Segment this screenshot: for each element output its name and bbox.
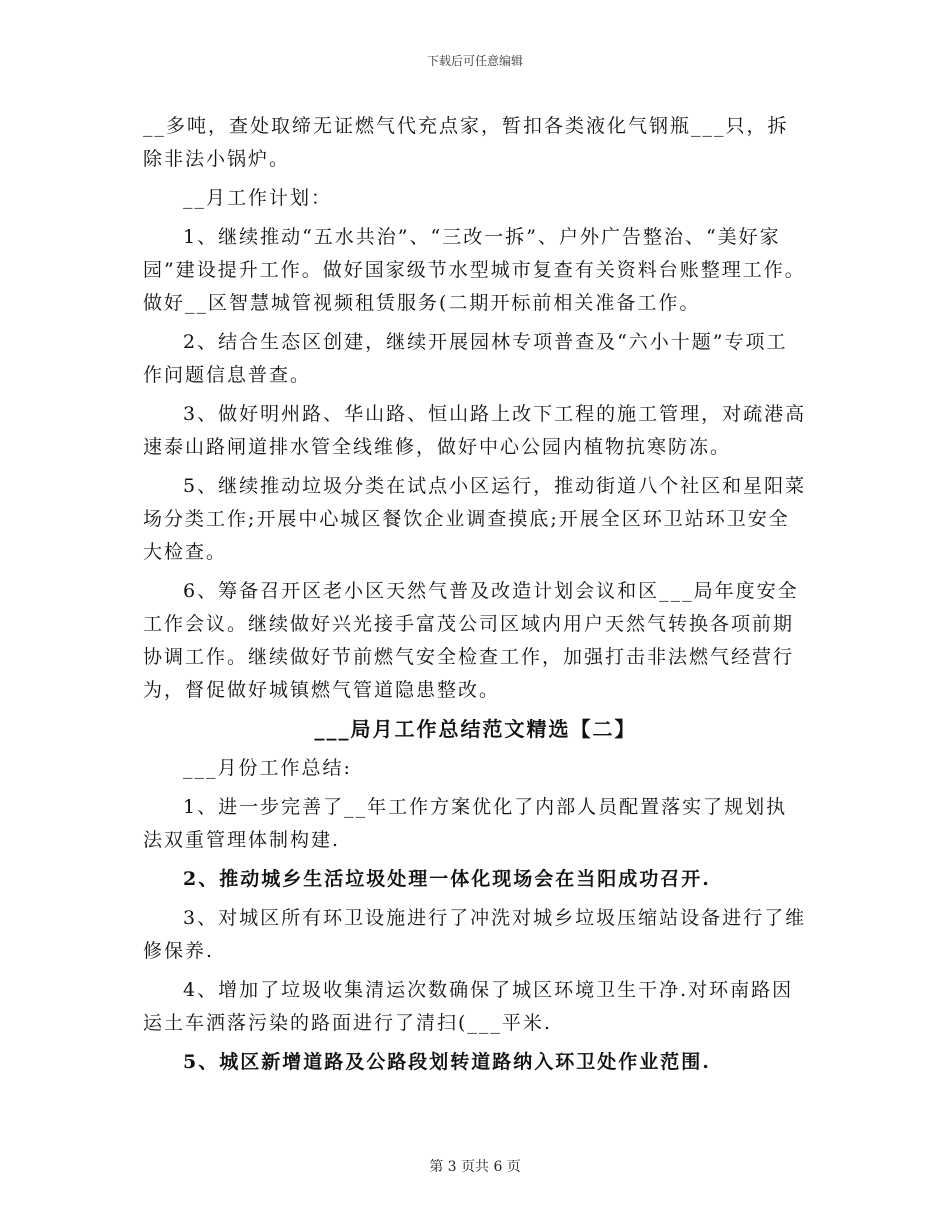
paragraph: __多吨，查处取缔无证燃气代充点家，暂扣各类液化气钢瓶___只，拆除非法小锅炉。 [143,115,789,170]
header-note: 下载后可任意编辑 [426,54,523,68]
paragraph: __月工作计划： [183,187,333,209]
paragraph: 4、增加了垃圾收集清运次数确保了城区环境卫生干净.对环南路因运土车洒落污染的路面进行了清扫(___平米. [143,979,794,1034]
paragraph: 3、对城区所有环卫设施进行了冲洗对城乡垃圾压缩站设备进行了维修保养. [143,907,807,962]
document-body [143,110,808,1085]
paragraph: 5、继续推动垃圾分类在试点小区运行，推动街道八个社区和星阳菜场分类工作;开展中心城区餐饮企业调查摸底;开展全区环卫站环卫安全大检查。 [143,475,807,563]
section-title: ___局月工作总结范文精选【二】 [314,717,637,741]
page-number: 第 3 页共 6 页 [429,1159,521,1175]
paragraph: 3、做好明州路、华山路、恒山路上改下工程的施工管理，对疏港高速泰山路闸道排水管全线维修，做好中心公园内植物抗寒防冻。 [143,403,807,458]
paragraph: 1、继续推动“五水共治”、“三改一拆”、户外广告整治、“美好家园”建设提升工作。做好国家级节水型城市复查有关资料台账整理工作。做好__区智慧城管视频租赁服务(二期开标前相关准备工作。 [143,226,806,314]
paragraph: ___月份工作总结: [183,757,352,779]
paragraph: 6、筹备召开区老小区天然气普及改造计划会议和区___局年度安全工作会议。继续做好兴光接手富茂公司区域内用户天然气转换各项前期协调工作。继续做好节前燃气安全检查工作，加强打击非法燃气经营行为，督促做好城镇燃气管道隐患整改。 [143,580,799,701]
paragraph: 1、进一步完善了__年工作方案优化了内部人员配置落实了规划执法双重管理体制构建. [143,796,788,851]
paragraph: 2、推动城乡生活垃圾处理一体化现场会在当阳成功召开. [183,868,711,890]
paragraph: 2、结合生态区创建，继续开展园林专项普查及“六小十题”专项工作问题信息普查。 [143,331,788,386]
paragraph: 5、城区新增道路及公路段划转道路纳入环卫处作业范围. [183,1051,711,1073]
